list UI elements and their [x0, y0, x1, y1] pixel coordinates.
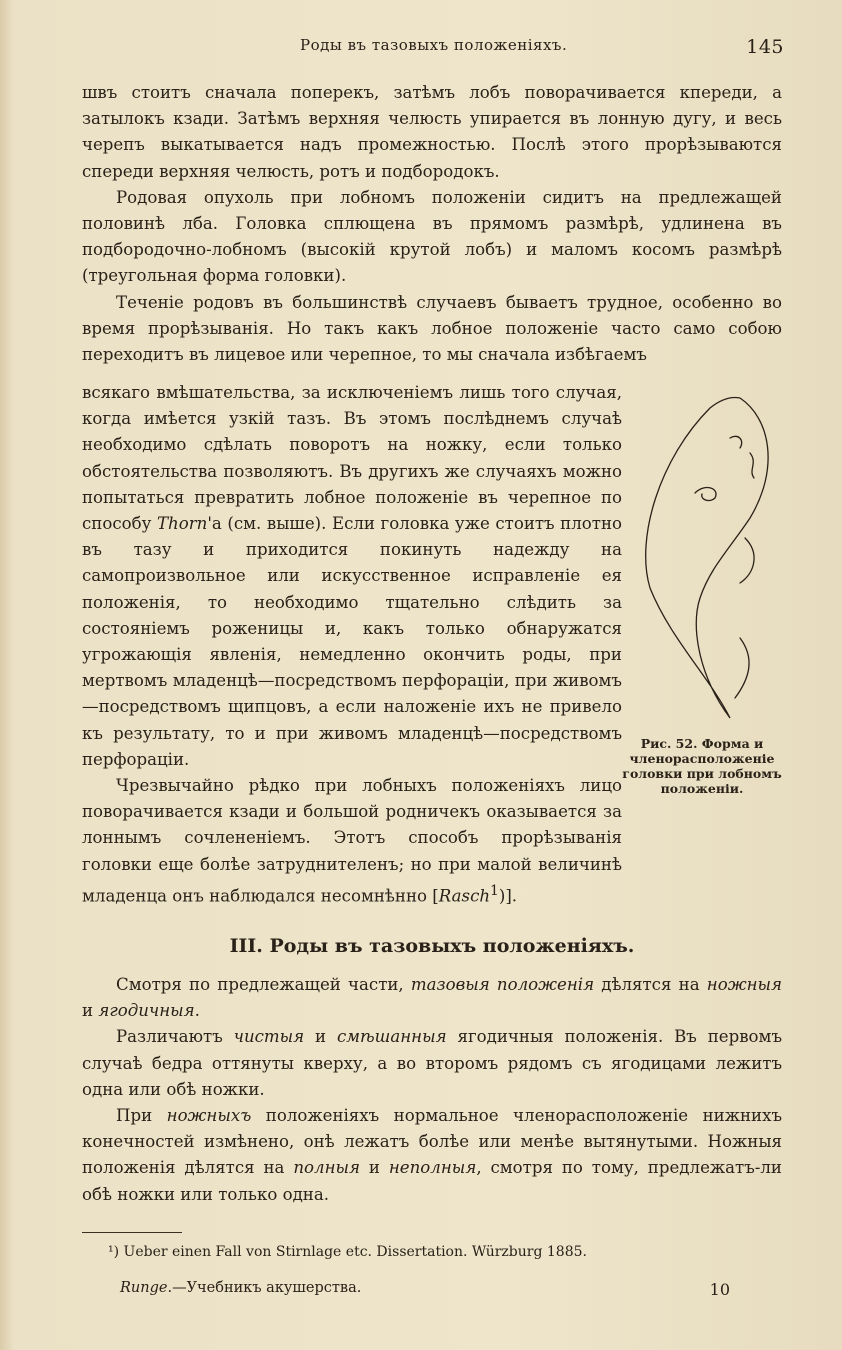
s1e: и: [82, 1001, 99, 1021]
section-paragraph-2: [82, 1024, 782, 1103]
figure-caption: Рис. 52. Форма и членорасположеніе головки при лобномъ положеніи.: [622, 736, 782, 796]
s3f: неполныя: [388, 1158, 477, 1178]
paragraph-1: швъ стоитъ сначала поперекъ, затѣмъ лобъ поворачивается кпереди, а затылокъ кзади. Затѣмъ верхняя челюсть упирается въ лонную дугу, и весь черепъ выкатывается надъ промежностью. Послѣ этого прорѣзываются спереди верхняя челюсть, ротъ и подбородокъ.: [82, 83, 782, 181]
s3d: полныя: [293, 1158, 361, 1178]
author-rasch: Rasch: [438, 886, 491, 906]
s3e: и: [360, 1158, 389, 1178]
author-thorn: Thorn: [156, 514, 208, 534]
footnote-ref: 1: [490, 882, 499, 899]
footer-rest: .—Учебникъ акушерства.: [167, 1280, 362, 1296]
rare-text-after: )].: [498, 886, 518, 906]
footer-signature: 10: [709, 1280, 730, 1299]
footnote-text: Ueber einen Fall von Stirnlage etc. Dissertation. Würzburg 1885.: [123, 1244, 587, 1260]
figure-head-illustration: [630, 378, 790, 738]
s2c: и: [304, 1027, 337, 1047]
chin-mark: [735, 638, 749, 698]
s3b: ножныхъ: [166, 1106, 252, 1126]
s2d: смѣшанныя: [336, 1027, 447, 1047]
wrap-text-block: [82, 380, 622, 910]
s1a: Смотря по предлежащей части,: [116, 975, 411, 994]
s2b: чистыя: [233, 1027, 305, 1047]
paragraph-3: Теченіе родовъ въ большинствѣ случаевъ бываетъ трудное, особенно во время прорѣзыванія. Но такъ какъ лобное положеніе часто само собою переходитъ въ лицевое или черепное, то мы сначала избѣгаемъ: [82, 292, 782, 365]
s2a: Различаютъ: [116, 1027, 234, 1047]
wrap-text-after: 'а (см. выше). Если головка уже стоитъ плотно въ тазу и приходится покинуть надежду на самопроизвольное или искусственное исправленіе ея положенія, то необходимо тщательно слѣдить за состояніемъ роженицы и, какъ только обнаружатся угрожающія явленія, немедленно окончить роды, при мертвомъ младенцѣ—посредствомъ перфораціи, при живомъ—посредствомъ щипцовъ, а если наложеніе ихъ не привело къ результату, то и при живомъ младенцѣ—посредствомъ перфораціи.: [82, 514, 622, 769]
paragraph-rare-start: [82, 773, 622, 910]
s1g: .: [194, 1001, 200, 1021]
top-text-block: [82, 80, 782, 368]
footnote-divider: [82, 1232, 182, 1233]
page-number: 145: [746, 36, 784, 58]
s3g: , смотря по тому, предлежатъ-ли обѣ ножки или только одна.: [82, 1158, 782, 1204]
s3a: При: [116, 1106, 167, 1126]
s1f: ягодичныя: [98, 1001, 195, 1021]
nose-mark: [750, 453, 754, 478]
section-paragraph-3: [82, 1103, 782, 1208]
section-text-block: [82, 972, 782, 1208]
ear-mark: [695, 488, 716, 501]
footer-book-title: [120, 1280, 361, 1296]
wrap-text-before: всякаго вмѣшательства, за исключеніемъ лишь того случая, когда имѣется узкій тазъ. Въ этомъ послѣднемъ случаѣ необходимо сдѣлать поворотъ на ножку, если только обстоятельства позволяютъ. Въ другихъ же случаяхъ можно попытаться превратить лобное положеніе въ черепное по способу: [82, 383, 622, 534]
eye-mark: [730, 436, 742, 448]
section-heading: III. Роды въ тазовыхъ положеніяхъ.: [229, 935, 635, 957]
footnote-marker: ¹): [108, 1244, 120, 1260]
s3c: положеніяхъ нормальное членорасположеніе нижнихъ конечностей измѣнено, онѣ лежатъ болѣе или менѣе вытянутыми. Ножныя положенія дѣлятся на: [82, 1106, 782, 1178]
running-title: Роды въ тазовыхъ положеніяхъ.: [300, 36, 568, 54]
paragraph-2: Родовая опухоль при лобномъ положеніи сидитъ на предлежащей половинѣ лба. Головка сплющена въ прямомъ размѣрѣ, удлинена въ подбородочно-лобномъ (высокій крутой лобъ) и маломъ косомъ размѣрѣ (треугольная форма головки).: [82, 187, 782, 286]
s1b: тазовыя положенія: [410, 975, 595, 994]
head-outline: [646, 397, 768, 718]
neck-mark: [740, 538, 754, 583]
s1c: дѣлятся на: [594, 975, 707, 994]
footnote: [108, 1244, 587, 1260]
s1d: ножныя: [706, 975, 783, 994]
rare-text-before: Чрезвычайно рѣдко при лобныхъ положеніяхъ лицо поворачивается кзади и большой родничекъ оказывается за лоннымъ сочлененіемъ. Этотъ способъ прорѣзыванія головки еще болѣе затруднителенъ; но при малой величинѣ младенца онъ наблюдался несомнѣнно [: [82, 776, 622, 906]
s2e: ягодичныя положенія. Въ первомъ случаѣ бедра оттянуты кверху, а во второмъ рядомъ съ ягодицами лежитъ одна или обѣ ножки.: [82, 1027, 783, 1099]
footer-author: Runge: [120, 1280, 168, 1296]
paragraph-wrap: [82, 380, 622, 773]
section-paragraph-1: [82, 972, 782, 1024]
